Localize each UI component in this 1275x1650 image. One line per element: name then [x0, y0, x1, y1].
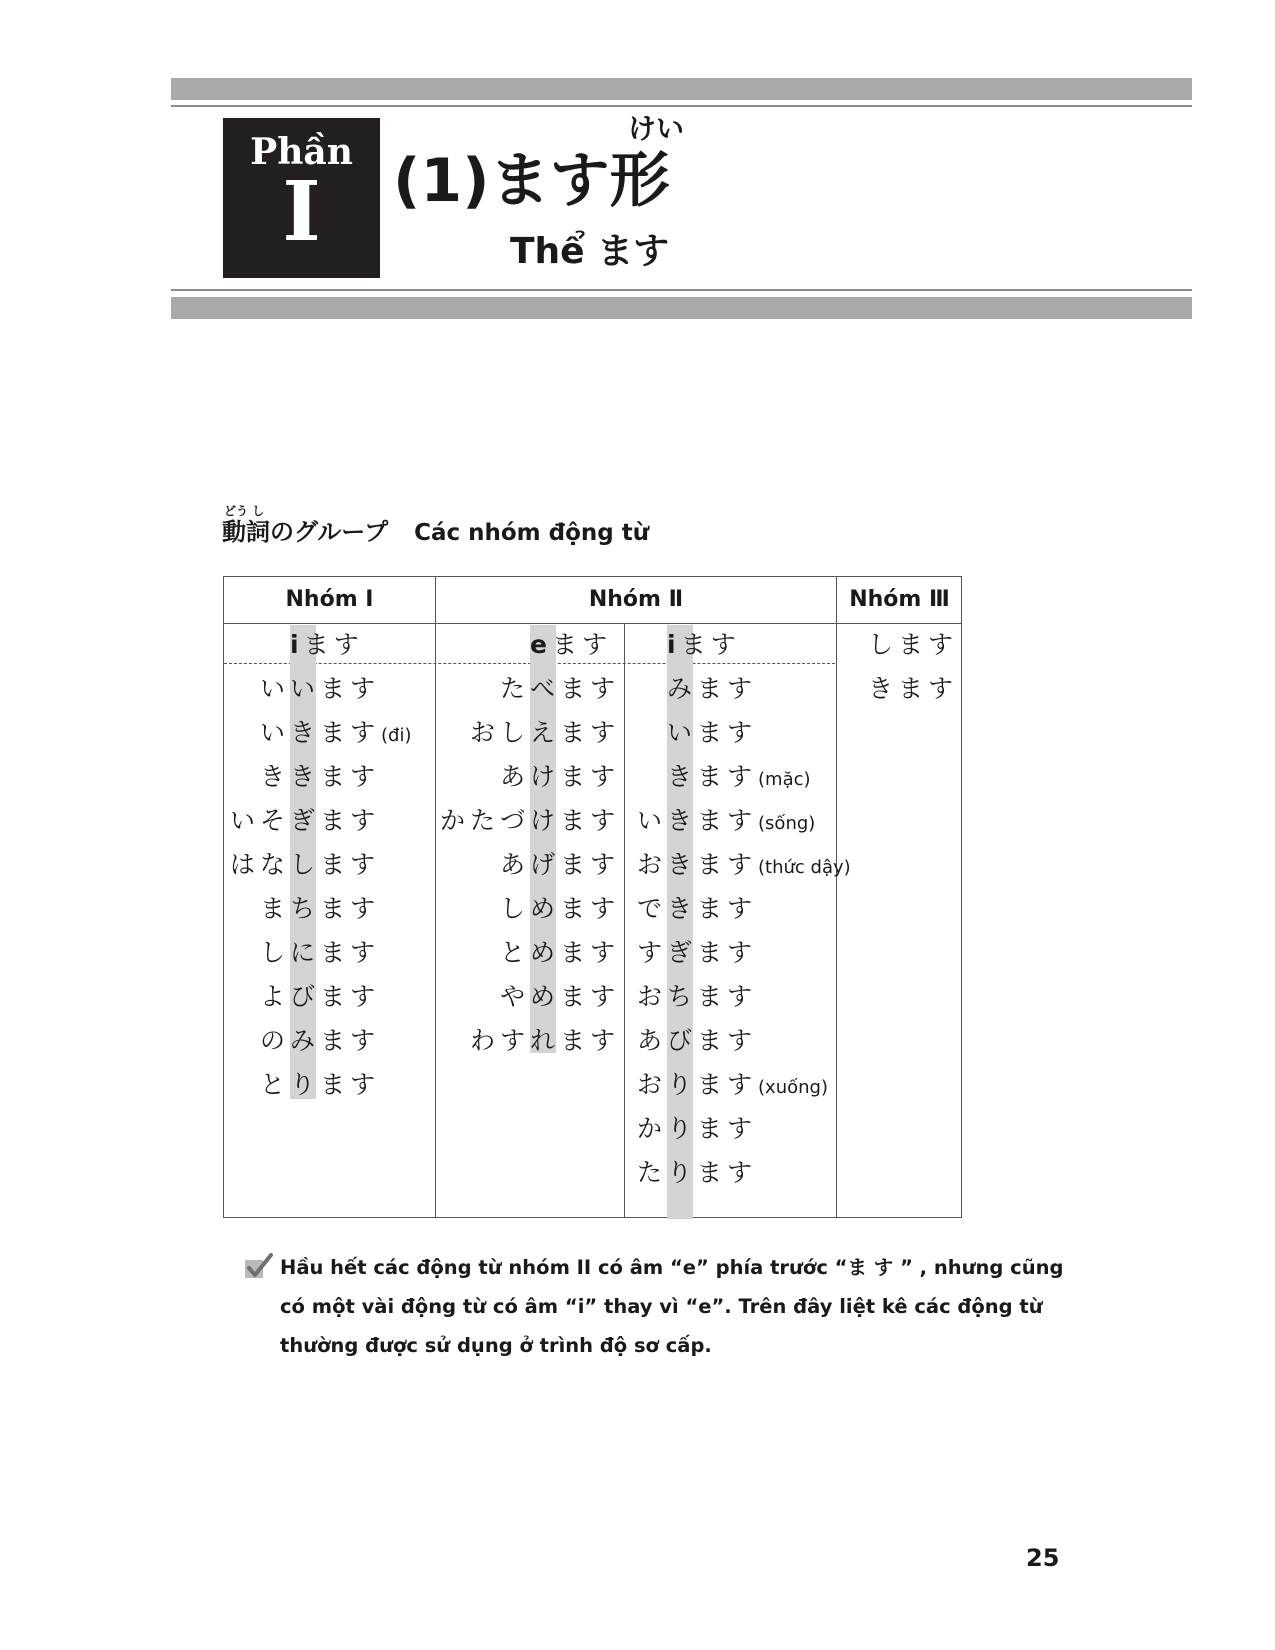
verb-row	[637, 887, 757, 931]
verb-suffix: ます	[560, 982, 621, 1011]
verb-meaning: (đi)	[381, 725, 412, 746]
verb-suffix: ます	[560, 850, 621, 879]
verb-suffix: ます	[697, 850, 758, 879]
verb-suffix: ます	[697, 1070, 758, 1099]
key-group-2-i	[667, 625, 741, 665]
verb-suffix: ます	[560, 894, 621, 923]
page-number: 25	[1026, 1544, 1060, 1572]
verb-stem: のみ	[260, 1026, 321, 1055]
verb-row	[230, 843, 380, 887]
key-vowel: i	[290, 630, 304, 659]
verb-suffix: ます	[320, 718, 381, 747]
verb-stem: あげ	[500, 850, 561, 879]
verb-stem: おき	[637, 850, 698, 879]
verb-stem: かたづけ	[440, 806, 561, 835]
verb-stem: まち	[260, 894, 321, 923]
verb-row	[500, 975, 620, 1019]
note-text: Hầu hết các động từ nhóm II có âm “e” phía trước “ま す ” , nhưng cũng có một vài động từ có âm “i” thay vì “e”. Trên đây liệt kê các động từ thường được sử dụng ở trình độ sơ cấp.	[280, 1256, 1064, 1357]
verb-row	[667, 667, 757, 711]
verb-suffix: ます	[697, 1158, 758, 1187]
key-suffix: ます	[551, 630, 612, 659]
verb-row: きます	[868, 674, 959, 703]
verb-stem: おり	[637, 1070, 698, 1099]
verb-suffix: ます	[320, 674, 381, 703]
verb-suffix: ます	[560, 674, 621, 703]
header-group-3: Nhóm Ⅲ	[849, 587, 950, 612]
verb-row	[500, 931, 620, 975]
key-vowel: i	[667, 630, 681, 659]
verb-row	[500, 667, 620, 711]
verb-row	[637, 843, 851, 887]
header-group-2: Nhóm Ⅱ	[588, 587, 684, 612]
verb-stem: きき	[260, 762, 321, 791]
verb-suffix: ます	[697, 1026, 758, 1055]
key-suffix: ます	[680, 630, 741, 659]
verb-row	[637, 975, 757, 1019]
verb-stem: き	[667, 762, 698, 791]
verb-suffix: ます	[697, 982, 758, 1011]
verb-stem: しめ	[500, 894, 561, 923]
verb-row	[637, 1063, 828, 1107]
verb-row	[500, 887, 620, 931]
verb-row	[667, 755, 811, 799]
verb-stem: はなし	[230, 850, 321, 879]
verb-row	[260, 1019, 380, 1063]
verb-stem: とり	[260, 1070, 321, 1099]
verb-row	[637, 1019, 757, 1063]
check-box-icon	[243, 1252, 273, 1280]
verb-suffix: ます	[697, 674, 758, 703]
verb-meaning: (xuống)	[758, 1077, 828, 1098]
verb-suffix: ます	[697, 938, 758, 967]
verb-row	[260, 755, 380, 799]
verb-suffix: ます	[320, 982, 381, 1011]
table-header-divider	[224, 623, 961, 624]
part-badge	[223, 118, 380, 278]
verb-suffix: ます	[560, 718, 621, 747]
verb-row	[500, 755, 620, 799]
page-title: (1)ます形	[393, 146, 670, 216]
verb-stem: たべ	[500, 674, 561, 703]
key-suffix: ます	[303, 630, 364, 659]
section-heading-ruby: どう し	[224, 504, 265, 518]
verb-suffix: ます	[560, 806, 621, 835]
verb-row	[260, 711, 412, 755]
verb-meaning: (mặc)	[758, 769, 811, 790]
verb-row	[667, 711, 757, 755]
verb-row	[637, 1151, 757, 1195]
verb-stem: い	[667, 718, 698, 747]
top-gray-band	[171, 78, 1192, 100]
section-heading	[222, 516, 649, 549]
section-heading-vn: Các nhóm động từ	[414, 520, 650, 546]
table-divider	[836, 577, 837, 1217]
verb-suffix: ます	[320, 1026, 381, 1055]
bottom-rule	[171, 289, 1192, 291]
verb-row	[637, 1107, 757, 1151]
table-divider	[624, 624, 625, 1217]
verb-stem: すぎ	[637, 938, 698, 967]
verb-suffix: ます	[320, 762, 381, 791]
verb-suffix: ます	[697, 718, 758, 747]
key-vowel: e	[530, 630, 552, 659]
key-group-1	[290, 625, 364, 665]
section-heading-jp: 動詞のグループ	[222, 518, 389, 546]
part-word: Phần	[250, 131, 353, 173]
header-group-1: Nhóm Ⅰ	[285, 587, 374, 612]
verb-suffix: ます	[560, 1026, 621, 1055]
verb-stem: いそぎ	[230, 806, 321, 835]
verb-stem: たり	[637, 1158, 698, 1187]
part-numeral: I	[282, 164, 321, 260]
verb-row	[440, 799, 620, 843]
verb-row	[470, 711, 620, 755]
verb-stem: おち	[637, 982, 698, 1011]
verb-suffix: ます	[697, 1114, 758, 1143]
key-group-3: します	[868, 630, 959, 659]
title-ruby: けい	[628, 112, 685, 145]
verb-stem: いき	[260, 718, 321, 747]
verb-stem: あび	[637, 1026, 698, 1055]
verb-row	[500, 843, 620, 887]
verb-suffix: ます	[697, 894, 758, 923]
verb-suffix: ます	[320, 850, 381, 879]
key-group-2-e	[530, 625, 612, 665]
table-divider	[435, 577, 436, 1217]
verb-stem: やめ	[500, 982, 561, 1011]
verb-suffix: ます	[320, 1070, 381, 1099]
verb-stem: とめ	[500, 938, 561, 967]
verb-row	[260, 975, 380, 1019]
top-rule	[171, 105, 1192, 107]
verb-stem: いい	[260, 674, 321, 703]
verb-meaning: (thức dậy)	[758, 857, 851, 878]
verb-row	[637, 799, 815, 843]
verb-row	[260, 667, 380, 711]
verb-stem: あけ	[500, 762, 561, 791]
verb-stem: いき	[637, 806, 698, 835]
verb-stem: しに	[260, 938, 321, 967]
verb-row	[260, 1063, 380, 1107]
verb-suffix: ます	[320, 894, 381, 923]
verb-suffix: ます	[320, 938, 381, 967]
verb-suffix: ます	[560, 938, 621, 967]
verb-row	[470, 1019, 620, 1063]
verb-stem: み	[667, 674, 698, 703]
verb-meaning: (sống)	[758, 813, 816, 834]
bottom-gray-band	[171, 297, 1192, 319]
verb-suffix: ます	[560, 762, 621, 791]
page-subtitle: Thể ます	[510, 231, 670, 272]
verb-stem: でき	[637, 894, 698, 923]
verb-stem: かり	[637, 1114, 698, 1143]
verb-row	[637, 931, 757, 975]
verb-group-table	[223, 576, 962, 1218]
verb-row	[260, 887, 380, 931]
verb-stem: よび	[260, 982, 321, 1011]
verb-suffix: ます	[697, 762, 758, 791]
verb-row	[230, 799, 380, 843]
verb-suffix: ます	[697, 806, 758, 835]
verb-suffix: ます	[320, 806, 381, 835]
verb-row	[260, 931, 380, 975]
verb-stem: わすれ	[470, 1026, 561, 1055]
verb-stem: おしえ	[470, 718, 561, 747]
